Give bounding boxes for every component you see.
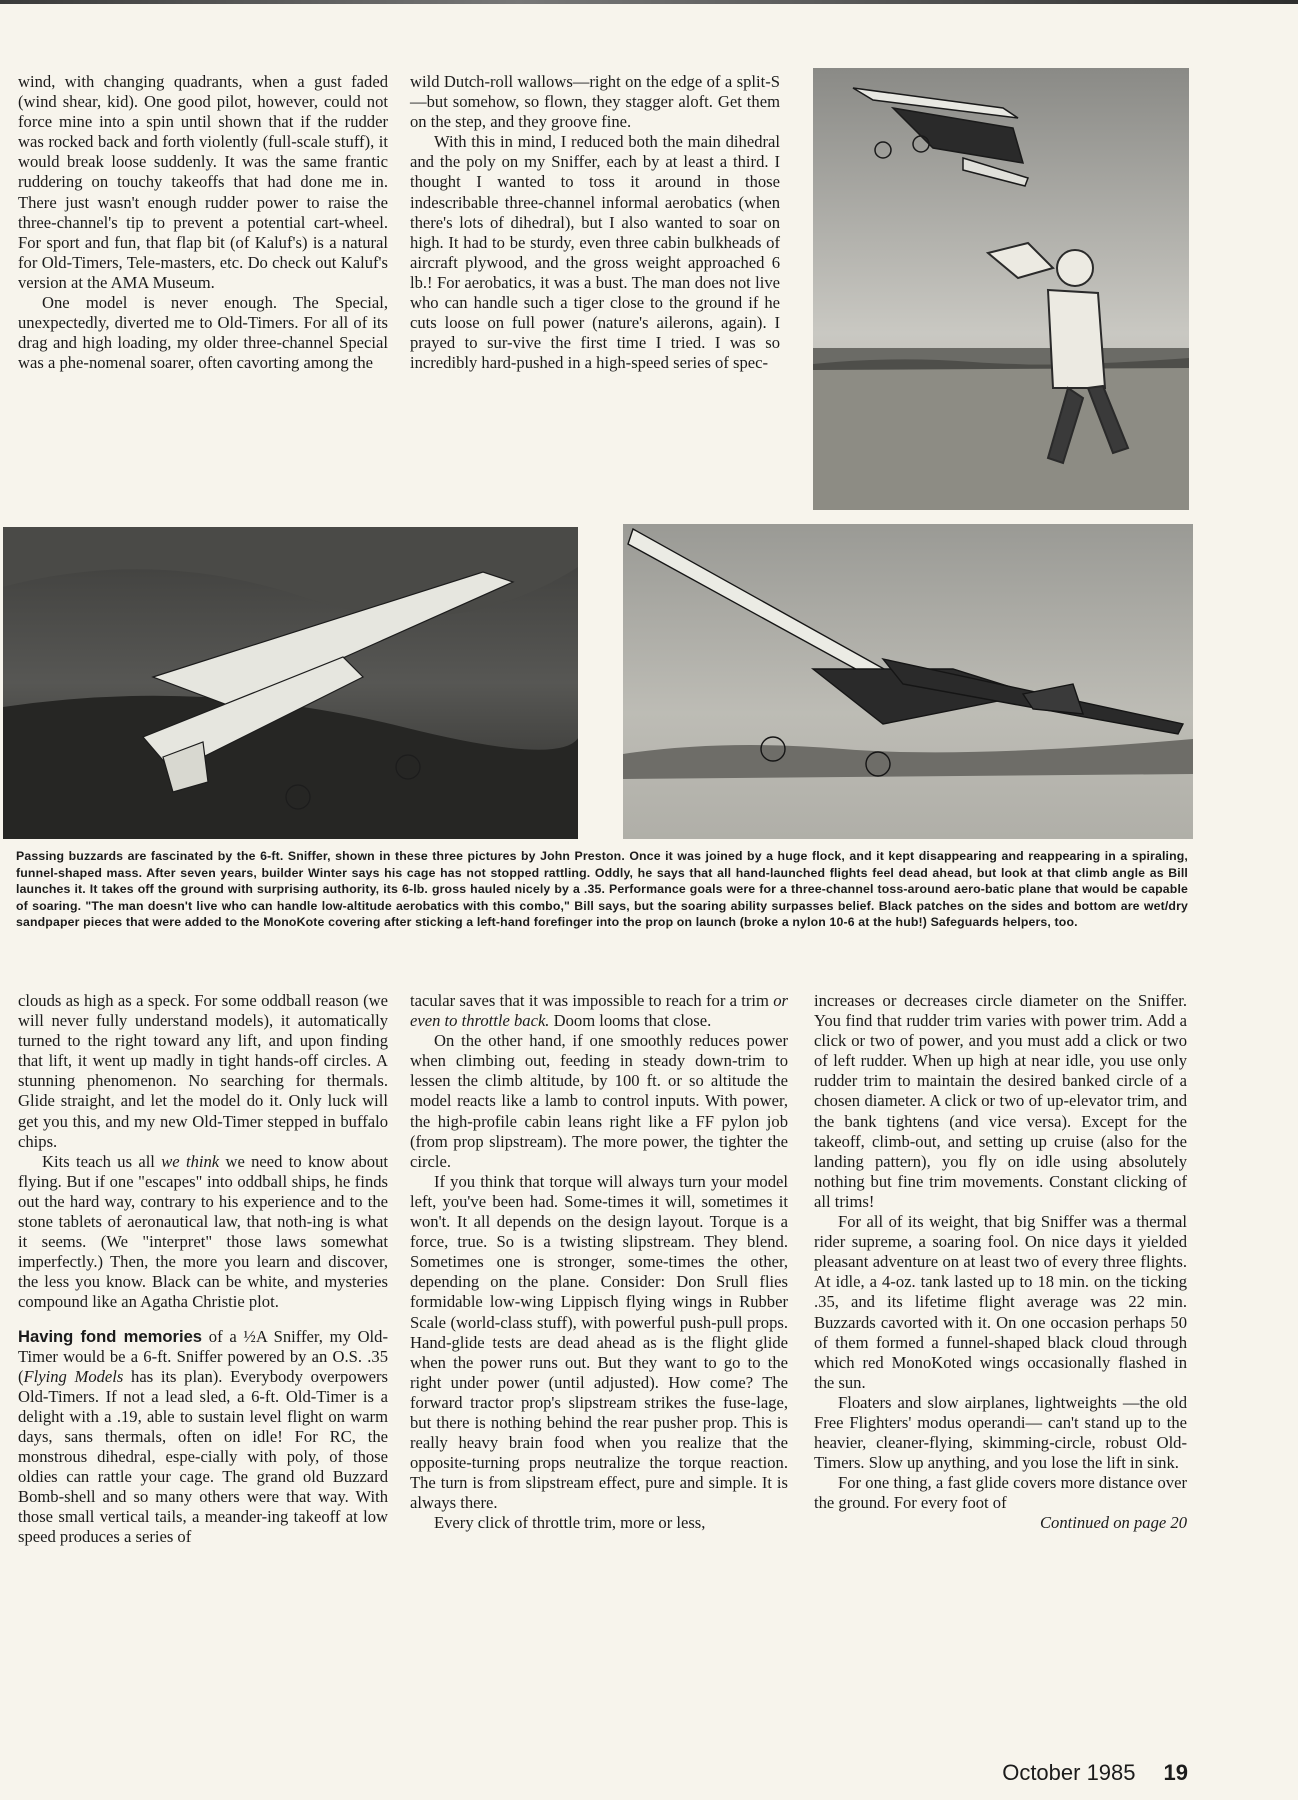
- paragraph: [18, 1327, 388, 1548]
- text-run: of a ½A Sniffer, my Old-Timer would be a 6-ft. Sniffer powered by an O.S. .35 (: [18, 1326, 388, 1386]
- paragraph: One model is never enough. The Special, unexpectedly, diverted me to Old-Timers. For all of its drag and high loading, my older three-channel Special was a phe-nomenal soarer, often cavorting among the: [18, 293, 388, 373]
- photo-sniffer-flyby: [623, 524, 1193, 839]
- hand-launch-photo-graphic: [813, 68, 1189, 510]
- sniffer-takeoff-photo-graphic: [3, 527, 578, 839]
- article-column-bottom-middle: [410, 991, 788, 1534]
- text-run: has its plan). Everybody overpowers Old-Timers. If not a lead sled, a 6-ft. Old-Timer is a delight with a .19, able to sustain level flight on warm days, sans thermals, often on idle! For RC, the monstrous dihedral, espe-cially with poly, of those oldies can rattle your cage. The grand old Buzzard Bomb-shell and so many others were that way. With those small vertical tails, a meander-ing takeoff at low speed produces a series of: [18, 1366, 388, 1547]
- subhead-lead-in: Having fond memories: [18, 1326, 203, 1346]
- sniffer-flyby-photo-graphic: [623, 524, 1193, 839]
- paragraph: wind, with changing quadrants, when a gust faded (wind shear, kid). One good pilot, however, could not force mine into a spin until shown that if the rudder was rocked back and forth violently (full-scale stuff), it would break loose suddenly. It was the same frantic ruddering on touchy takeoffs that had done me in. There just wasn't enough rudder power to raise the three-channel's tip to prevent a potential cart-wheel. For sport and fun, that flap bit (of Kaluf's) is a natural for Old-Timers, Tele-masters, etc. Do check out Kaluf's version at the AMA Museum.: [18, 72, 388, 292]
- paragraph: Floaters and slow airplanes, lightweights —the old Free Flighters' modus operandi— can't stand up to the heavier, cleaner-flying, skimming-circle, robust Old-Timers. Slow up anything, and you lose the lift in sink.: [814, 1392, 1187, 1473]
- paragraph: Every click of throttle trim, more or less,: [434, 1513, 706, 1533]
- paragraph: [410, 991, 788, 1031]
- paragraph: For all of its weight, that big Sniffer was a thermal rider supreme, a soaring fool. On nice days it yielded pleasant adventure on at least two of every three flights. At idle, a 4-oz. tank lasted up to 18 min. on the ticking .35, and its lifetime flight average was 22 min. Buzzards cavorted with it. On one occasion perhaps 50 of them formed a funnel-shaped black cloud through which red MonoKoted wings occasionally flashed in the sun.: [814, 1212, 1187, 1392]
- photo-caption: Passing buzzards are fascinated by the 6-ft. Sniffer, shown in these three pictures by John Preston. Once it was joined by a huge flock, and it kept disappearing and reappearing in a spiraling, funnel-shaped mass. After seven years, builder Winter says his cage has not stopped rattling. Oddly, he says that all hand-launched flights feel dead ahead, but look at that climb angle as Bill launches it. It takes off the ground with surprising authority, its 6-lb. gross hauled nicely by a .35. Performance goals were for a three-channel toss-around aero-batic plane that would be capable of soaring. "The man doesn't live who can handle low-altitude aerobatics with this combo," Bill says, but the soaring ability surpasses belief. Black patches on the sides and bottom are wet/dry sandpaper pieces that were added to the MonoKote covering after sticking a left-hand forefinger into the prop on launch (broke a nylon 10-6 at the hub!) Safeguards helpers, too.: [16, 849, 1188, 930]
- paragraph: clouds as high as a speck. For some oddball reason (we will never fully understand models), it automatically turned to the right toward any lift, and upon finding that lift, it went up madly in tight hands-off circles. A stunning phenomenon. No searching for thermals. Glide straight, and let the model do it. Only luck will get you this, and my new Old-Timer stepped in buffalo chips.: [18, 991, 388, 1151]
- continued-note: Continued on page 20: [1039, 1513, 1187, 1533]
- article-column-bottom-left: [18, 991, 388, 1548]
- text-run: Kits teach us all: [42, 1151, 162, 1171]
- text-run: we need to know about flying. But if one "escapes" into oddball ships, he finds out the hard way, contrary to his experience and to the stone tablets of aeronautical law, that noth-ing is what it seems. (We "interpret" those laws somewhat imperfectly.) Then, the more you learn and discover, the less you know. Black can be white, and mysteries compound like an Agatha Christie plot.: [18, 1151, 388, 1312]
- page-number: 19: [1163, 1760, 1188, 1785]
- paragraph: increases or decreases circle diameter on the Sniffer. You find that rudder trim varies with power trim. Add a click or two of power, and you must add a click or two of left rudder. When up high at near idle, you use only rudder trim to maintain the desired banked circle of a chosen diameter. A click or two of up-elevator trim, and the bank tightens (and vice versa). Except for the takeoff, climb-out, and setting up cruise (also for the landing pattern), you fly on idle using absolutely nothing but fine trim movements. Constant clicking of all trims!: [814, 991, 1187, 1211]
- paragraph: wild Dutch-roll wallows—right on the edge of a split-S—but somehow, so flown, they stagger aloft. Get them on the step, and they groove fine.: [410, 72, 780, 132]
- emphasis: Flying Models: [23, 1366, 124, 1386]
- paragraph: With this in mind, I reduced both the main dihedral and the poly on my Sniffer, each by at least a third. I thought I wanted to toss it around in those indescribable three-channel informal aerobatics (when there's lots of dihedral), but I also wanted to soar on high. It had to be sturdy, even three cabin bulkheads of aircraft plywood, and the gross weight approached 6 lb.! For aerobatics, it was a bust. The man does not live who can handle such a tiger close to the ground if he cuts loose on full power (nature's ailerons, again). I prayed to sur-vive the first time I tried. I was so incredibly hard-pushed in a high-speed series of spec-: [410, 132, 780, 373]
- paragraph: On the other hand, if one smoothly reduces power when climbing out, feeding in steady down-trim to lessen the climb altitude, by 100 ft. or so altitude the model reacts like a lamb to control inputs. With power, the high-profile cabin leans right like a FF pylon job (from prop slipstream). The more power, the tighter the circle.: [410, 1031, 788, 1171]
- text-run: Doom looms that close.: [549, 1011, 712, 1031]
- emphasis: or even to throttle back.: [410, 991, 788, 1031]
- photo-sniffer-takeoff: [3, 527, 578, 839]
- scan-top-edge: [0, 0, 1298, 4]
- text-run: tacular saves that it was impossible to reach for a trim: [410, 991, 774, 1010]
- paragraph: For one thing, a fast glide covers more distance over the ground. For every foot of: [814, 1473, 1187, 1513]
- issue-date: October 1985: [1002, 1760, 1136, 1785]
- article-column-top-left: [18, 72, 388, 373]
- article-column-bottom-right: [814, 991, 1187, 1534]
- photo-hand-launch: [813, 68, 1189, 510]
- emphasis: we think: [161, 1151, 220, 1171]
- paragraph: [18, 1152, 388, 1313]
- article-column-top-middle: [410, 72, 780, 373]
- paragraph: If you think that torque will always turn your model left, you've been had. Some-times it will, sometimes it won't. It all depends on the design layout. Torque is a force, true. So is a twisting slipstream. They blend. Sometimes one is stronger, some-times the other, depending on the plane. Consider: Don Srull flies formidable low-wing Lippisch flying wings in Rubber Scale (world-class stuff), with powerful push-pull props. Hand-glide tests are dead ahead as is the flight glide when the power runs out. But they want to go to the right under power (until adjusted). How come? The forward tractor prop's slipstream strikes the fuse-lage, but there is nothing behind the rear pusher prop. This is really heavy brain food when you realize that the opposite-turning props neutralize the torque reaction. The turn is from slipstream effect, pure and simple. It is always there.: [410, 1171, 788, 1513]
- page-footer: [1002, 1760, 1188, 1786]
